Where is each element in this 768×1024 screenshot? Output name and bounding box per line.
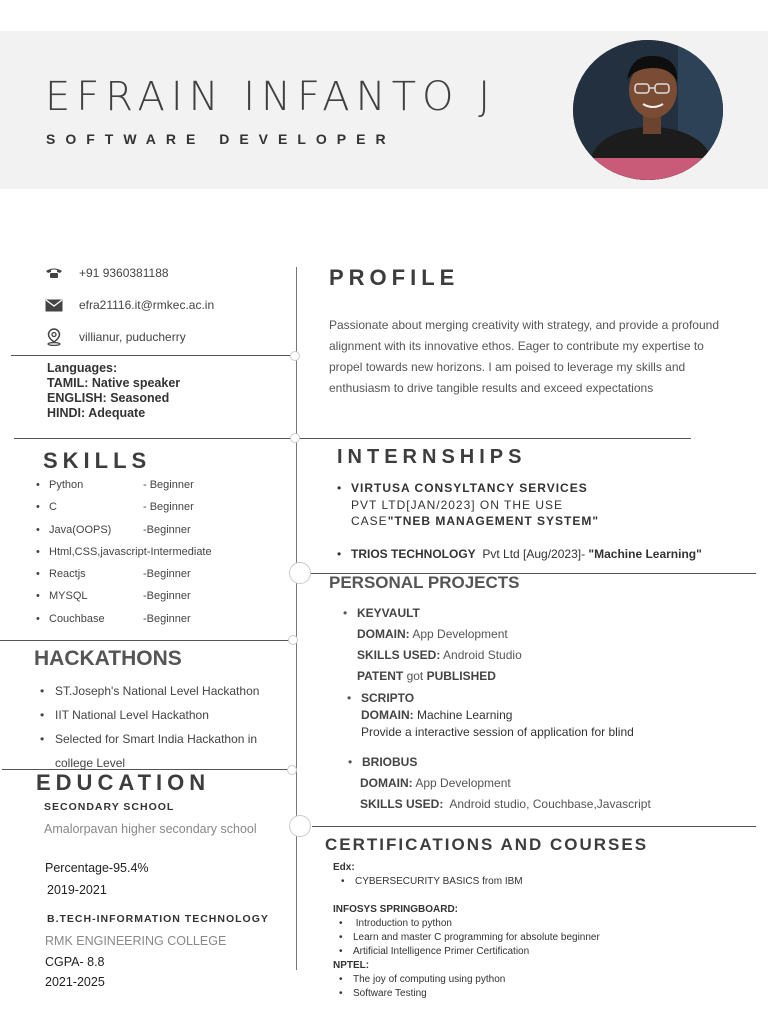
profile-photo [573,40,723,180]
list-item: • The joy of computing using python [339,974,506,985]
contact-location [44,329,186,345]
divider-contact [11,355,296,356]
list-item: • Selected for Smart India Hackathon in college Level [40,732,258,770]
list-item: • Html,CSS,javascript-Intermediate [36,545,212,558]
education-title: EDUCATION [36,770,211,795]
skills-list [36,479,212,635]
hackathons-list [40,679,280,775]
vertical-divider [296,267,297,970]
location-text: villianur, puducherry [79,330,186,344]
mail-icon [44,297,64,313]
location-pin-icon [44,329,64,345]
divider-certifications [312,826,756,827]
list-item: • MYSQL -Beginner [36,590,191,603]
timeline-dot [287,765,297,775]
timeline-dot [290,433,300,443]
candidate-name: EFRAIN INFANTO J [45,74,497,120]
certifications-title: CERTIFICATIONS AND COURSES [325,835,649,854]
nptel-heading: NPTEL: [333,960,370,971]
contact-phone [44,265,169,281]
list-item: • Couchbase -Beginner [36,612,191,625]
certifications-block [333,861,600,1001]
list-item: • Learn and master C programming for absolute beginner [339,932,600,943]
language-item: TAMIL: Native speaker [47,376,181,390]
college-score: CGPA- 8.8 [45,955,105,969]
languages-title: Languages: [47,361,118,375]
internship-trios: • TRIOS TECHNOLOGY Pvt Ltd [Aug/2023]- "Machine Learning" [337,547,702,561]
internships-title: INTERNSHIPS [337,446,527,468]
projects-title: PERSONAL PROJECTS [329,573,520,592]
list-item: • Introduction to python [339,918,452,929]
school-heading: SECONDARY SCHOOL [44,801,175,813]
divider-skills [14,438,691,439]
list-item: • Python - Beginner [36,479,194,491]
skills-title: SKILLS [43,448,152,473]
candidate-role: SOFTWARE DEVELOPER [46,131,396,147]
email-text[interactable]: efra21116.it@rmkec.ac.in [79,298,215,312]
timeline-dot [289,815,311,837]
profile-summary: Passionate about merging creativity with strategy, and provide a profound alignment with its innovative ethos. Eager to contribute my expertise to propel towards new horizons. I am poised to leverage my skills and enthusiasm to drive tangible results and exceed expectations [329,318,719,395]
internship-virtusa: • VIRTUSA CONSYLTANCY SERVICES PVT LTD[JAN/2023] ON THE USE CASE"TNEB MANAGEMENT SYSTEM" [337,481,600,528]
language-item: ENGLISH: Seasoned [47,391,170,405]
list-item: • CYBERSECURITY BASICS from IBM [341,876,523,887]
profile-title: PROFILE [329,265,460,290]
list-item: • IIT National Level Hackathon [40,708,209,722]
college-heading: B.TECH-INFORMATION TECHNOLOGY [47,913,269,925]
list-item: • ST.Joseph's National Level Hackathon [40,684,260,698]
language-item: HINDI: Adequate [47,406,146,420]
list-item: • Java(OOPS) -Beginner [36,523,191,536]
phone-icon [44,265,64,281]
list-item: • Software Testing [339,988,427,999]
college-name: RMK ENGINEERING COLLEGE [45,934,227,948]
list-item: • C - Beginner [36,501,194,514]
college-years: 2021-2025 [45,975,105,989]
contact-email [44,297,214,313]
timeline-dot [290,351,300,361]
phone-text: +91 9360381188 [79,266,169,280]
project-scripto: • SCRIPTO DOMAIN: Machine Learning Provide a interactive session of application for blind [347,691,634,739]
edx-heading: Edx: [333,862,355,873]
hackathons-title: HACKATHONS [34,647,182,670]
infosys-heading: INFOSYS SPRINGBOARD: [333,904,459,915]
timeline-dot [288,635,298,645]
school-score: Percentage-95.4% [45,861,149,875]
list-item: • Artificial Intelligence Primer Certification [339,946,530,957]
timeline-dot [289,562,311,584]
divider-hackathons [0,640,290,641]
project-keyvault: • KEYVAULT DOMAIN: App Development SKILLS USED: Android Studio PATENT got PUBLISHED [343,606,522,683]
list-item: • Reactjs -Beginner [36,568,191,581]
project-briobus: • BRIOBUS DOMAIN: App Development SKILLS USED: Android studio, Couchbase,Javascript [348,755,651,811]
school-years: 2019-2021 [47,883,107,897]
school-name: Amalorpavan higher secondary school [44,822,257,836]
languages-block [47,361,180,421]
